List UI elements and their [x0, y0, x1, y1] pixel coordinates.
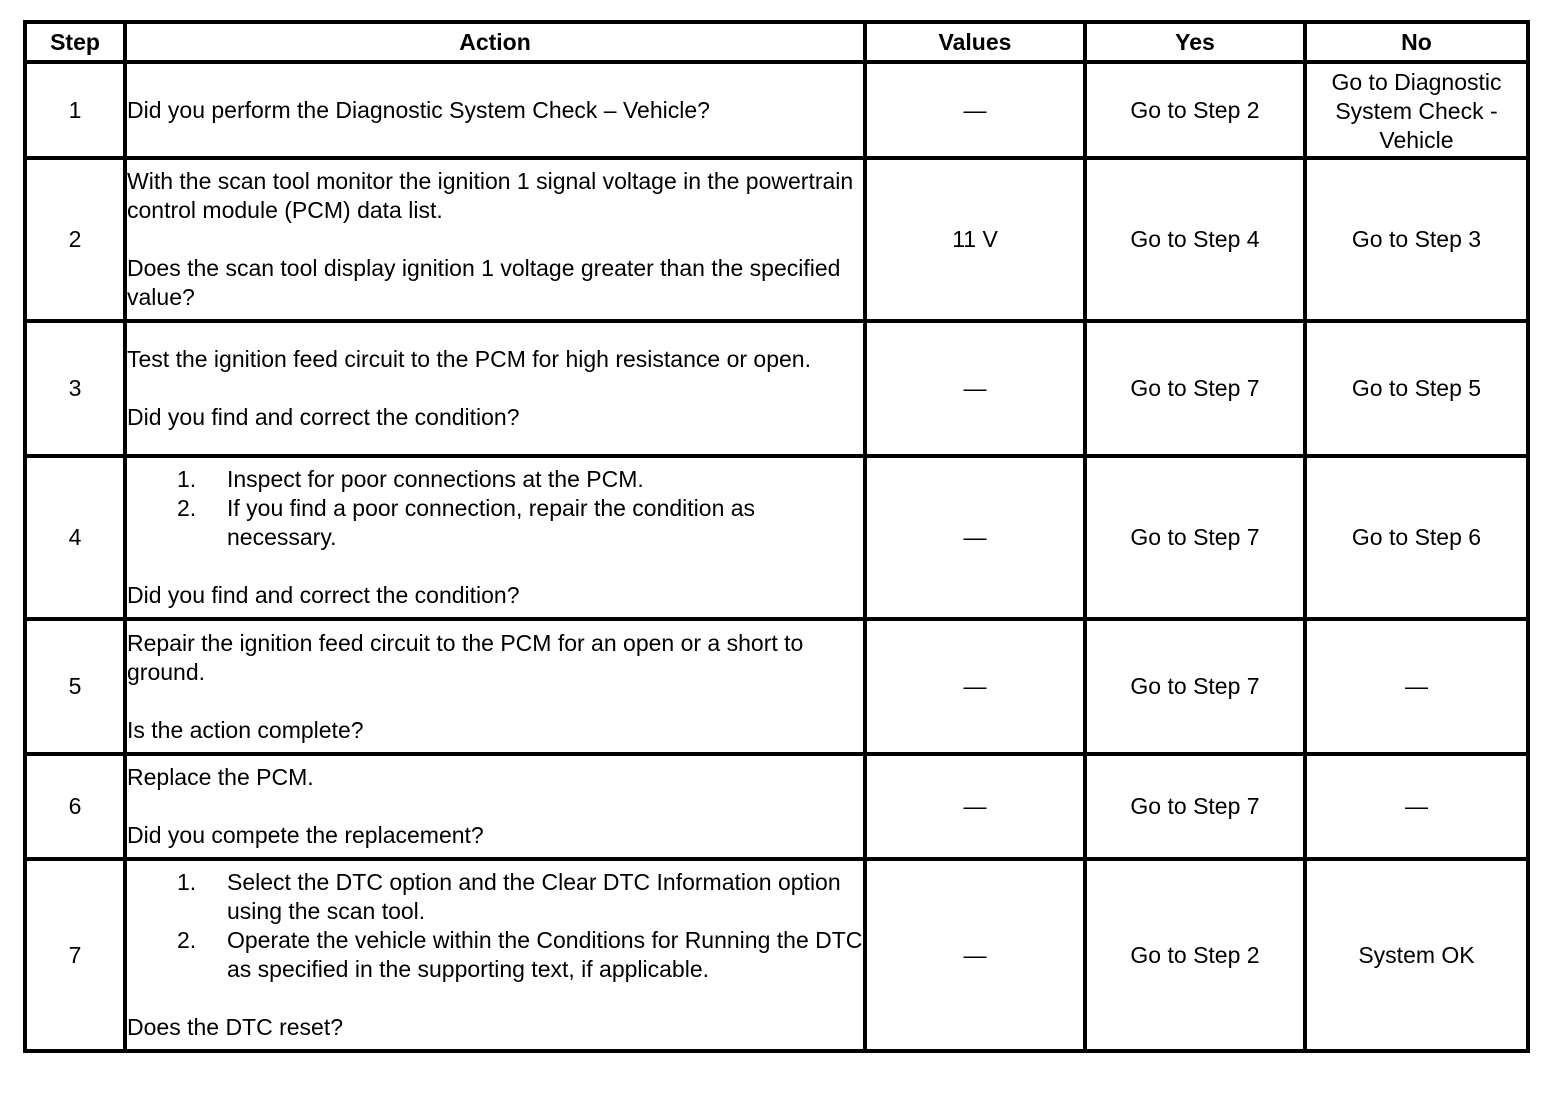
action-question: Does the scan tool display ignition 1 voltage greater than the specified value?	[127, 255, 841, 310]
table-row	[25, 754, 1528, 859]
no-cell: Go to Diagnostic System Check - Vehicle	[1305, 62, 1528, 158]
value-cell: —	[865, 62, 1085, 158]
header-action: Action	[125, 22, 865, 62]
value-cell: —	[865, 321, 1085, 456]
action-text: With the scan tool monitor the ignition 1 signal voltage in the powertrain control module (PCM) data list.	[127, 168, 854, 223]
step-number: 1	[25, 62, 125, 158]
value-cell: —	[865, 456, 1085, 619]
yes-cell: Go to Step 7	[1085, 321, 1305, 456]
header-step: Step	[25, 22, 125, 62]
table-row	[25, 619, 1528, 754]
step-number: 5	[25, 619, 125, 754]
value-cell: 11 V	[865, 158, 1085, 321]
table-row	[25, 62, 1528, 158]
list-item-number: 1.	[177, 869, 197, 895]
list-item-text: Select the DTC option and the Clear DTC Information option using the scan tool.	[227, 869, 841, 924]
action-list	[127, 465, 863, 552]
action-question: Did you find and correct the condition?	[127, 582, 520, 608]
no-cell: —	[1305, 754, 1528, 859]
action-question: Did you compete the replacement?	[127, 822, 484, 848]
diagnostic-table	[23, 20, 1530, 1053]
header-row	[25, 22, 1528, 62]
action-cell	[125, 62, 865, 158]
action-text: Did you perform the Diagnostic System Check – Vehicle?	[127, 96, 710, 123]
no-cell: —	[1305, 619, 1528, 754]
action-text: Replace the PCM.	[127, 764, 314, 790]
list-item	[177, 465, 863, 494]
step-number: 6	[25, 754, 125, 859]
no-cell: Go to Step 5	[1305, 321, 1528, 456]
step-number: 2	[25, 158, 125, 321]
action-question: Is the action complete?	[127, 716, 364, 743]
no-cell: System OK	[1305, 859, 1528, 1051]
list-item-text: If you find a poor connection, repair the condition as necessary.	[227, 495, 756, 550]
yes-cell: Go to Step 2	[1085, 62, 1305, 158]
yes-cell: Go to Step 2	[1085, 859, 1305, 1051]
list-item-text: Operate the vehicle within the Conditions for Running the DTC as specified in the supporting text, if applicable.	[227, 927, 863, 982]
header-yes: Yes	[1085, 22, 1305, 62]
action-text: Test the ignition feed circuit to the PCM for high resistance or open.	[127, 346, 811, 372]
action-text: Repair the ignition feed circuit to the PCM for an open or a short to ground.	[127, 629, 804, 685]
header-no: No	[1305, 22, 1528, 62]
yes-cell: Go to Step 7	[1085, 456, 1305, 619]
action-question: Does the DTC reset?	[127, 1014, 344, 1040]
value-cell: —	[865, 619, 1085, 754]
list-item	[177, 926, 863, 984]
yes-cell: Go to Step 7	[1085, 619, 1305, 754]
yes-cell: Go to Step 7	[1085, 754, 1305, 859]
yes-cell: Go to Step 4	[1085, 158, 1305, 321]
list-item	[177, 494, 863, 552]
no-cell: Go to Step 6	[1305, 456, 1528, 619]
step-number: 7	[25, 859, 125, 1051]
action-cell	[125, 321, 865, 456]
list-item-number: 2.	[177, 927, 197, 953]
step-number: 3	[25, 321, 125, 456]
action-cell	[125, 158, 865, 321]
table-row	[25, 456, 1528, 619]
action-list	[127, 868, 863, 984]
action-cell	[125, 859, 865, 1051]
list-item-number: 1.	[177, 466, 197, 492]
step-number: 4	[25, 456, 125, 619]
value-cell: —	[865, 754, 1085, 859]
table-row	[25, 321, 1528, 456]
action-cell	[125, 456, 865, 619]
header-values: Values	[865, 22, 1085, 62]
no-cell: Go to Step 3	[1305, 158, 1528, 321]
action-cell	[125, 619, 865, 754]
value-cell: —	[865, 859, 1085, 1051]
table-row	[25, 859, 1528, 1051]
list-item	[177, 868, 863, 926]
action-cell	[125, 754, 865, 859]
action-question: Did you find and correct the condition?	[127, 404, 520, 430]
list-item-number: 2.	[177, 495, 197, 521]
table-row	[25, 158, 1528, 321]
list-item-text: Inspect for poor connections at the PCM.	[227, 466, 644, 492]
